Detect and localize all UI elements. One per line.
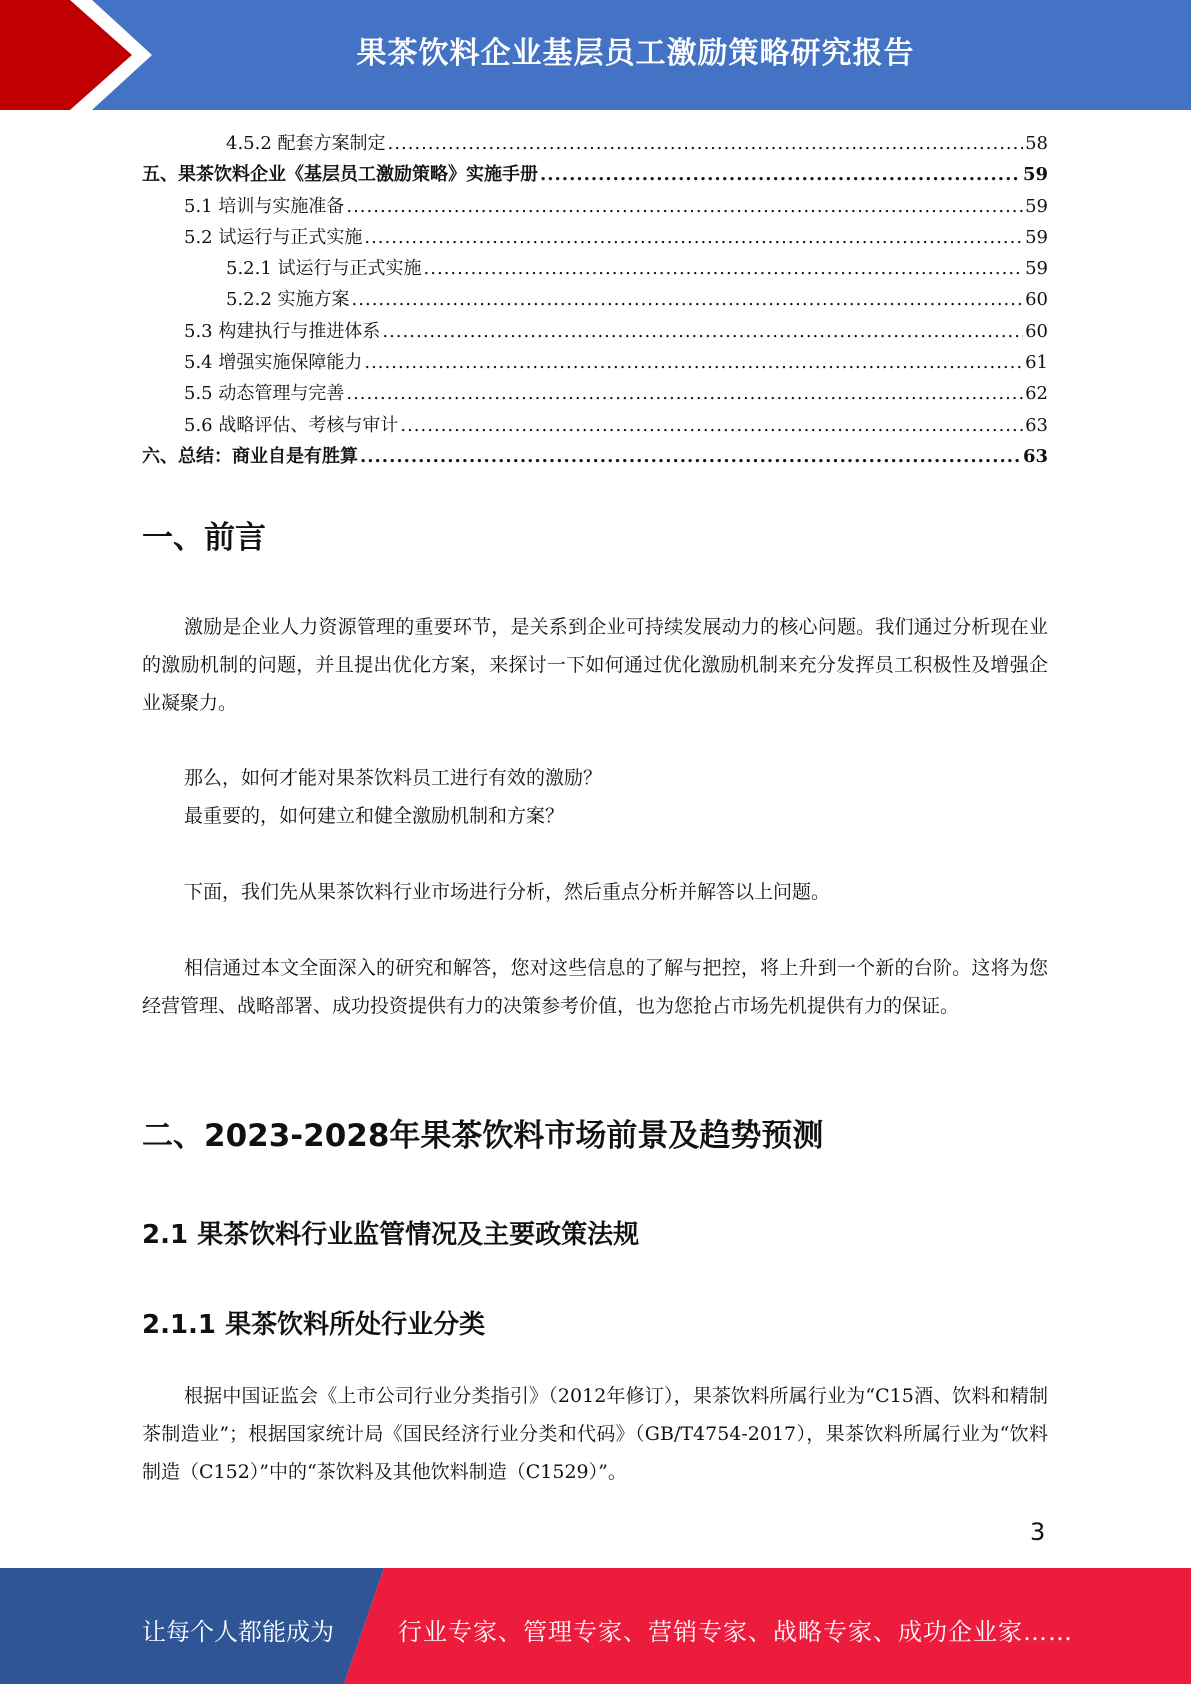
toc-leader-dots <box>360 441 1021 472</box>
toc-entry[interactable] <box>142 159 1048 190</box>
toc-entry-page: 58 <box>1025 133 1048 154</box>
toc-entry-page: 62 <box>1025 383 1048 405</box>
toc-entry-title: 六、总结：商业自是有胜算 <box>142 445 358 467</box>
toc-entry-title: 5.2.2 实施方案 <box>226 289 350 311</box>
section-heading-preface: 一、前言 <box>142 520 266 556</box>
toc-entry-page: 63 <box>1025 414 1048 436</box>
paragraph: 根据中国证监会《上市公司行业分类指引》（2012年修订），果茶饮料所属行业为“C15酒、饮料和精制茶制造业”；根据国家统计局《国民经济行业分类和代码》（GB/T4754-2017），果茶饮料所属行业为“饮料制造（C152）”中的“茶饮料及其他饮料制造（C1529）”。 <box>142 1385 1048 1483</box>
toc-entry[interactable] <box>142 441 1048 472</box>
footer-slogan-left: 让每个人都能成为 <box>142 1618 334 1646</box>
toc-entry[interactable] <box>142 253 1048 284</box>
section-heading-market: 二、2023-2028年果茶饮料市场前景及趋势预测 <box>142 1118 824 1154</box>
toc-entry[interactable] <box>142 347 1048 378</box>
toc-entry-title: 4.5.2 配套方案制定 <box>226 133 386 154</box>
toc-entry-page: 61 <box>1025 352 1048 374</box>
footer-slogan-right: 行业专家、管理专家、营销专家、战略专家、成功企业家…… <box>398 1618 1073 1646</box>
toc-entry-page: 59 <box>1025 226 1048 248</box>
toc-entry-page: 63 <box>1022 445 1048 467</box>
toc-entry-title: 5.4 增强实施保障能力 <box>184 352 363 374</box>
toc-entry-title: 5.2 试运行与正式实施 <box>184 226 363 248</box>
toc-entry-page: 59 <box>1025 195 1048 217</box>
toc-leader-dots <box>424 253 1024 284</box>
toc-entry-title: 5.5 动态管理与完善 <box>184 383 345 405</box>
toc-leader-dots <box>540 159 1021 190</box>
subsection-heading: 2.1 果茶饮料行业监管情况及主要政策法规 <box>142 1220 640 1250</box>
toc-entry[interactable] <box>142 222 1048 253</box>
toc-entry-title: 5.6 战略评估、考核与审计 <box>184 414 399 436</box>
toc-leader-dots <box>346 191 1023 222</box>
toc-entry[interactable] <box>142 316 1048 347</box>
toc-leader-dots <box>352 284 1024 315</box>
toc-entry-title: 5.1 培训与实施准备 <box>184 195 345 217</box>
paragraph: 下面，我们先从果茶饮料行业市场进行分析，然后重点分析并解答以上问题。 <box>184 881 831 903</box>
toc-entry-page: 60 <box>1025 289 1048 311</box>
toc-leader-dots <box>382 316 1023 347</box>
toc-entry-title: 5.3 构建执行与推进体系 <box>184 320 381 342</box>
report-title: 果茶饮料企业基层员工激励策略研究报告 <box>356 36 915 71</box>
table-of-contents <box>142 128 1048 472</box>
toc-entry[interactable] <box>142 284 1048 315</box>
toc-entry[interactable] <box>142 410 1048 441</box>
toc-entry[interactable] <box>142 378 1048 409</box>
header-band <box>0 0 1191 110</box>
toc-entry-page: 60 <box>1025 320 1048 342</box>
question-line: 最重要的，如何建立和健全激励机制和方案？ <box>184 805 565 827</box>
toc-leader-dots <box>364 347 1023 378</box>
paragraph: 激励是企业人力资源管理的重要环节，是关系到企业可持续发展动力的核心问题。我们通过分析现在业的激励机制的问题，并且提出优化方案，来探讨一下如何通过优化激励机制来充分发挥员工积极性及增强企业凝聚力。 <box>142 616 1048 714</box>
paragraph: 相信通过本文全面深入的研究和解答，您对这些信息的了解与把控，将上升到一个新的台阶。这将为您经营管理、战略部署、成功投资提供有力的决策参考价值，也为您抢占市场先机提供有力的保证。 <box>142 957 1048 1017</box>
toc-leader-dots <box>388 128 1024 159</box>
toc-leader-dots <box>400 410 1023 441</box>
footer-band <box>0 1568 1191 1684</box>
toc-entry-page: 59 <box>1022 164 1048 186</box>
toc-entry-title: 五、果茶饮料企业《基层员工激励策略》实施手册 <box>142 164 538 186</box>
toc-entry[interactable] <box>142 128 1048 159</box>
toc-entry-title: 5.2.1 试运行与正式实施 <box>226 258 422 280</box>
subsubsection-heading: 2.1.1 果茶饮料所处行业分类 <box>142 1310 486 1340</box>
toc-entry-page: 59 <box>1025 258 1048 280</box>
toc-leader-dots <box>346 378 1023 409</box>
toc-leader-dots <box>364 222 1023 253</box>
toc-entry[interactable] <box>142 191 1048 222</box>
question-line: 那么，如何才能对果茶饮料员工进行有效的激励？ <box>184 767 603 789</box>
page-number: 3 <box>1030 1518 1046 1546</box>
